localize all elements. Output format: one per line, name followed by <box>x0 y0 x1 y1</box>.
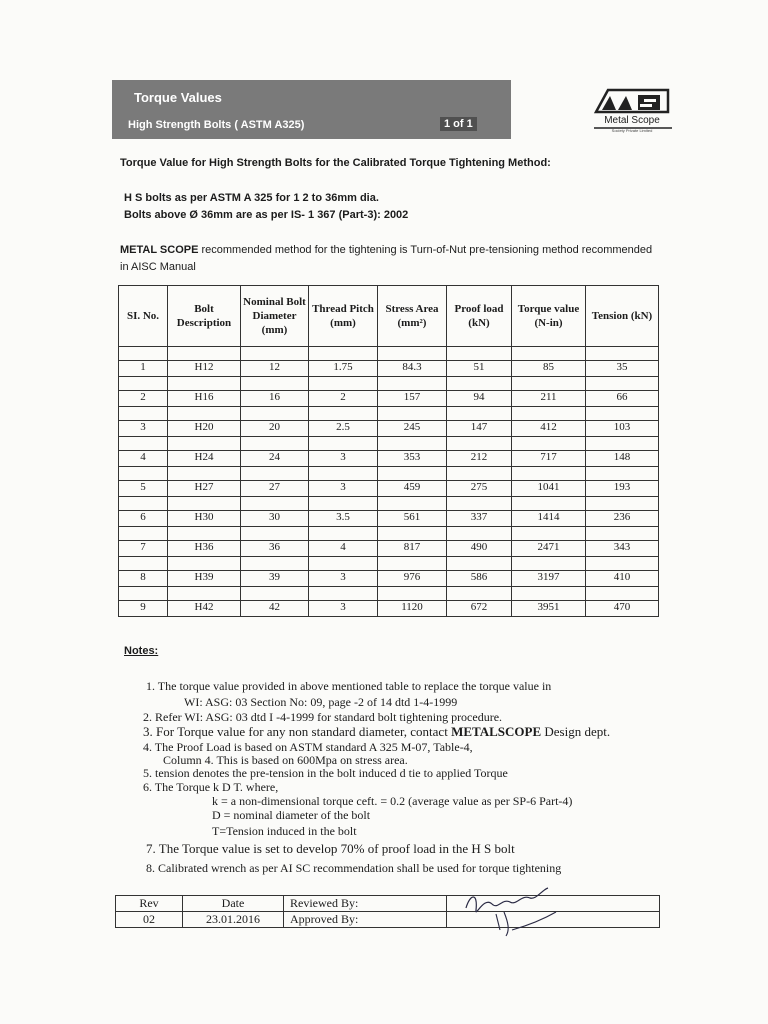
logo-tagline: Society Private Limited <box>611 128 653 133</box>
cell-stress-area: 817 <box>378 541 447 557</box>
spacer-cell <box>309 347 378 361</box>
cell-proof-load: 490 <box>447 541 512 557</box>
spacer-cell <box>168 467 241 481</box>
spacer-cell <box>447 467 512 481</box>
spacer-cell <box>119 527 168 541</box>
cell-proof-load: 147 <box>447 421 512 437</box>
table-spacer-row <box>119 497 659 511</box>
cell-bolt-description: H16 <box>168 391 241 407</box>
note-8: 8. Calibrated wrench as per AI SC recommendation shall be used for torque tightening <box>146 861 562 875</box>
cell-proof-load: 51 <box>447 361 512 377</box>
cell-tension: 148 <box>586 451 659 467</box>
col-header-torque-value: Torque value (N-in) <box>512 286 586 347</box>
spacer-cell <box>378 377 447 391</box>
spacer-cell <box>168 557 241 571</box>
cell-torque-value: 1041 <box>512 481 586 497</box>
table-header-row <box>119 286 659 347</box>
note-2: 2. Refer WI: ASG: 03 dtd I -4-1999 for standard bolt tightening procedure. <box>143 710 503 724</box>
spacer-cell <box>378 437 447 451</box>
note-7: 7. The Torque value is set to develop 70% of proof load in the H S bolt <box>146 841 515 856</box>
spacer-cell <box>512 377 586 391</box>
revision-row-1 <box>116 896 660 912</box>
table-row <box>119 541 659 557</box>
cell-torque-value: 85 <box>512 361 586 377</box>
cell-sl-no: 3 <box>119 421 168 437</box>
cell-sl-no: 8 <box>119 571 168 587</box>
note-3-tail: Design dept. <box>541 724 611 739</box>
date-value: 23.01.2016 <box>183 912 284 928</box>
note-3 <box>143 724 610 740</box>
table-row <box>119 481 659 497</box>
table-row <box>119 451 659 467</box>
spacer-cell <box>447 347 512 361</box>
intro-heading: Torque Value for High Strength Bolts for the Calibrated Torque Tightening Method: <box>120 157 551 169</box>
spacer-cell <box>241 437 309 451</box>
spacer-cell <box>119 347 168 361</box>
spacer-cell <box>378 347 447 361</box>
spacer-cell <box>309 587 378 601</box>
spacer-cell <box>168 377 241 391</box>
col-header-nominal-diameter: Nominal Bolt Diameter (mm) <box>241 286 309 347</box>
spacer-cell <box>241 527 309 541</box>
spacer-cell <box>447 527 512 541</box>
table-spacer-row <box>119 377 659 391</box>
spacer-cell <box>512 347 586 361</box>
spacer-cell <box>119 497 168 511</box>
cell-nominal-diameter: 30 <box>241 511 309 527</box>
note-4-cont: Column 4. This is based on 600Mpa on stress area. <box>163 753 408 767</box>
spacer-cell <box>241 587 309 601</box>
cell-torque-value: 3197 <box>512 571 586 587</box>
cell-torque-value: 717 <box>512 451 586 467</box>
cell-stress-area: 1120 <box>378 601 447 617</box>
cell-tension: 470 <box>586 601 659 617</box>
spacer-cell <box>168 347 241 361</box>
page-indicator: 1 of 1 <box>440 117 477 131</box>
spacer-cell <box>309 557 378 571</box>
cell-tension: 343 <box>586 541 659 557</box>
cell-tension: 66 <box>586 391 659 407</box>
spacer-cell <box>586 347 659 361</box>
spacer-cell <box>586 557 659 571</box>
logo-name: Metal Scope <box>604 115 660 126</box>
cell-bolt-description: H42 <box>168 601 241 617</box>
spacer-cell <box>512 407 586 421</box>
cell-thread-pitch: 3.5 <box>309 511 378 527</box>
cell-proof-load: 94 <box>447 391 512 407</box>
spacer-cell <box>378 407 447 421</box>
table-spacer-row <box>119 407 659 421</box>
note-1-cont: WI: ASG: 03 Section No: 09, page -2 of 14 dtd 1-4-1999 <box>184 695 458 709</box>
table-spacer-row <box>119 587 659 601</box>
col-header-bolt-description: Bolt Description <box>168 286 241 347</box>
spacer-cell <box>119 407 168 421</box>
spacer-cell <box>378 587 447 601</box>
spacer-cell <box>586 527 659 541</box>
spacer-cell <box>241 467 309 481</box>
cell-tension: 410 <box>586 571 659 587</box>
table-row <box>119 391 659 407</box>
table-row <box>119 361 659 377</box>
cell-torque-value: 211 <box>512 391 586 407</box>
spacer-cell <box>241 557 309 571</box>
spacer-cell <box>241 377 309 391</box>
cell-stress-area: 561 <box>378 511 447 527</box>
spacer-cell <box>309 437 378 451</box>
note-3-brand: METALSCOPE <box>451 724 542 739</box>
spacer-cell <box>168 497 241 511</box>
cell-sl-no: 7 <box>119 541 168 557</box>
spacer-cell <box>447 377 512 391</box>
spacer-cell <box>309 407 378 421</box>
cell-bolt-description: H24 <box>168 451 241 467</box>
note-1: 1. The torque value provided in above mentioned table to replace the torque value in <box>146 679 552 693</box>
cell-thread-pitch: 4 <box>309 541 378 557</box>
cell-stress-area: 459 <box>378 481 447 497</box>
spacer-cell <box>378 557 447 571</box>
note-5: 5. tension denotes the pre-tension in the bolt induced d tie to applied Torque <box>143 766 508 780</box>
spacer-cell <box>512 497 586 511</box>
cell-tension: 35 <box>586 361 659 377</box>
cell-nominal-diameter: 39 <box>241 571 309 587</box>
reviewed-by-label: Reviewed By: <box>284 896 447 912</box>
cell-thread-pitch: 3 <box>309 451 378 467</box>
spacer-cell <box>447 557 512 571</box>
spacer-cell <box>512 527 586 541</box>
cell-nominal-diameter: 36 <box>241 541 309 557</box>
spacer-cell <box>119 377 168 391</box>
cell-bolt-description: H39 <box>168 571 241 587</box>
note-4: 4. The Proof Load is based on ASTM standard A 325 M-07, Table-4, <box>143 740 473 754</box>
intro-line-1: H S bolts as per ASTM A 325 for 1 2 to 36mm dia. <box>124 192 379 204</box>
spacer-cell <box>309 467 378 481</box>
spacer-cell <box>512 587 586 601</box>
spacer-cell <box>309 377 378 391</box>
cell-torque-value: 2471 <box>512 541 586 557</box>
note-3-text: 3. For Torque value for any non standard diameter, contact <box>143 724 452 739</box>
cell-stress-area: 353 <box>378 451 447 467</box>
cell-bolt-description: H20 <box>168 421 241 437</box>
cell-proof-load: 672 <box>447 601 512 617</box>
spacer-cell <box>447 437 512 451</box>
cell-thread-pitch: 1.75 <box>309 361 378 377</box>
spacer-cell <box>512 557 586 571</box>
cell-tension: 103 <box>586 421 659 437</box>
method-brand: METAL SCOPE <box>120 244 199 256</box>
col-header-sl-no: SI. No. <box>119 286 168 347</box>
note-6: 6. The Torque k D T. where, <box>143 780 279 794</box>
cell-tension: 193 <box>586 481 659 497</box>
cell-stress-area: 84.3 <box>378 361 447 377</box>
spacer-cell <box>168 407 241 421</box>
cell-torque-value: 412 <box>512 421 586 437</box>
spacer-cell <box>586 497 659 511</box>
table-body <box>119 347 659 617</box>
spacer-cell <box>168 587 241 601</box>
cell-bolt-description: H27 <box>168 481 241 497</box>
spacer-cell <box>586 407 659 421</box>
cell-nominal-diameter: 24 <box>241 451 309 467</box>
note-6-t: T=Tension induced in the bolt <box>212 824 357 838</box>
table-row <box>119 571 659 587</box>
spacer-cell <box>512 467 586 481</box>
table-spacer-row <box>119 437 659 451</box>
spacer-cell <box>309 527 378 541</box>
cell-thread-pitch: 2 <box>309 391 378 407</box>
cell-torque-value: 1414 <box>512 511 586 527</box>
cell-stress-area: 245 <box>378 421 447 437</box>
cell-tension: 236 <box>586 511 659 527</box>
cell-thread-pitch: 3 <box>309 601 378 617</box>
cell-sl-no: 5 <box>119 481 168 497</box>
cell-proof-load: 275 <box>447 481 512 497</box>
cell-nominal-diameter: 12 <box>241 361 309 377</box>
table-spacer-row <box>119 527 659 541</box>
col-header-proof-load: Proof load (kN) <box>447 286 512 347</box>
spacer-cell <box>447 497 512 511</box>
spacer-cell <box>241 347 309 361</box>
rev-value: 02 <box>116 912 183 928</box>
cell-sl-no: 6 <box>119 511 168 527</box>
cell-bolt-description: H12 <box>168 361 241 377</box>
cell-bolt-description: H36 <box>168 541 241 557</box>
doc-title: Torque Values <box>134 90 222 105</box>
spacer-cell <box>512 437 586 451</box>
notes-heading: Notes: <box>124 645 159 657</box>
col-header-thread-pitch: Thread Pitch (mm) <box>309 286 378 347</box>
cell-proof-load: 586 <box>447 571 512 587</box>
table-spacer-row <box>119 347 659 361</box>
doc-subtitle: High Strength Bolts ( ASTM A325) <box>128 119 305 131</box>
col-header-tension: Tension (kN) <box>586 286 659 347</box>
method-text-2: in AISC Manual <box>120 261 196 273</box>
spacer-cell <box>119 467 168 481</box>
intro-line-2: Bolts above Ø 36mm are as per IS- 1 367 (Part-3): 2002 <box>124 209 409 221</box>
cell-sl-no: 1 <box>119 361 168 377</box>
cell-thread-pitch: 3 <box>309 571 378 587</box>
spacer-cell <box>168 527 241 541</box>
spacer-cell <box>586 437 659 451</box>
spacer-cell <box>119 557 168 571</box>
spacer-cell <box>447 407 512 421</box>
spacer-cell <box>119 587 168 601</box>
cell-stress-area: 157 <box>378 391 447 407</box>
header-banner <box>112 80 511 139</box>
handwritten-signature <box>456 880 566 940</box>
revision-table <box>115 895 660 928</box>
spacer-cell <box>309 497 378 511</box>
cell-proof-load: 337 <box>447 511 512 527</box>
method-body: recommended method for the tightening is Turn-of-Nut pre-tensioning method recommended <box>198 244 653 256</box>
cell-sl-no: 2 <box>119 391 168 407</box>
method-text <box>120 244 652 256</box>
spacer-cell <box>586 587 659 601</box>
spacer-cell <box>378 497 447 511</box>
note-6-k: k = a non-dimensional torque ceft. = 0.2 (average value as per SP-6 Part-4) <box>212 794 573 808</box>
table-spacer-row <box>119 467 659 481</box>
table-spacer-row <box>119 557 659 571</box>
table-row <box>119 511 659 527</box>
col-header-stress-area: Stress Area (mm²) <box>378 286 447 347</box>
spacer-cell <box>378 527 447 541</box>
date-label: Date <box>183 896 284 912</box>
cell-thread-pitch: 3 <box>309 481 378 497</box>
cell-nominal-diameter: 27 <box>241 481 309 497</box>
spacer-cell <box>586 377 659 391</box>
spacer-cell <box>241 407 309 421</box>
revision-row-2 <box>116 912 660 928</box>
rev-label: Rev <box>116 896 183 912</box>
cell-nominal-diameter: 42 <box>241 601 309 617</box>
cell-bolt-description: H30 <box>168 511 241 527</box>
table-row <box>119 421 659 437</box>
spacer-cell <box>378 467 447 481</box>
spacer-cell <box>447 587 512 601</box>
approved-by-label: Approved By: <box>284 912 447 928</box>
cell-thread-pitch: 2.5 <box>309 421 378 437</box>
spacer-cell <box>586 467 659 481</box>
torque-table <box>118 285 659 617</box>
cell-sl-no: 9 <box>119 601 168 617</box>
table-row <box>119 601 659 617</box>
spacer-cell <box>119 437 168 451</box>
cell-nominal-diameter: 16 <box>241 391 309 407</box>
cell-sl-no: 4 <box>119 451 168 467</box>
spacer-cell <box>168 437 241 451</box>
cell-stress-area: 976 <box>378 571 447 587</box>
cell-torque-value: 3951 <box>512 601 586 617</box>
cell-proof-load: 212 <box>447 451 512 467</box>
spacer-cell <box>241 497 309 511</box>
cell-nominal-diameter: 20 <box>241 421 309 437</box>
note-6-d: D = nominal diameter of the bolt <box>212 808 371 822</box>
